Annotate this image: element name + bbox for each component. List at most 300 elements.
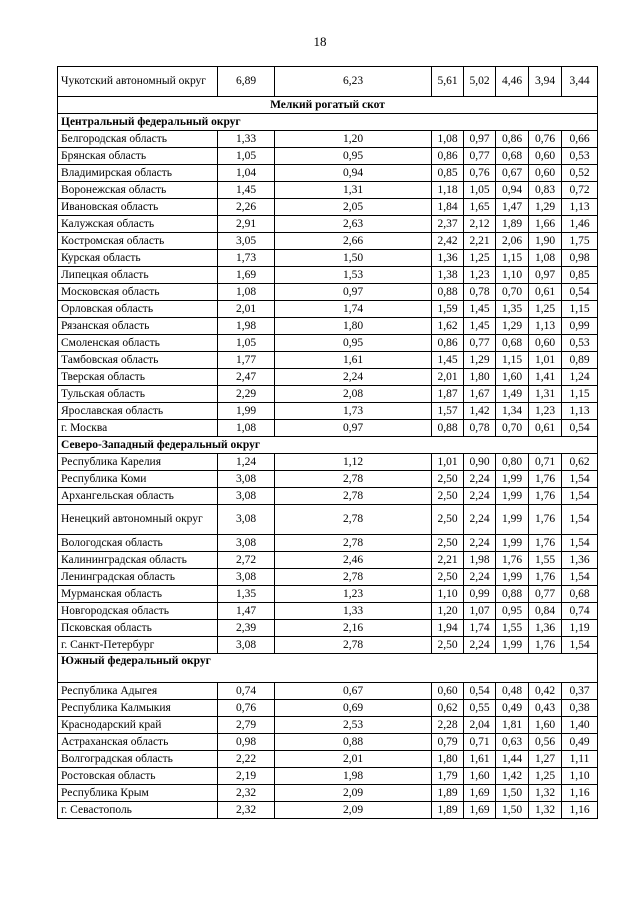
value-cell-6: 0,60 (529, 148, 562, 165)
value-cell-7: 0,99 (562, 318, 598, 335)
value-cell-2: 1,33 (275, 603, 432, 620)
value-cell-5: 1,15 (496, 250, 529, 267)
value-cell-3: 1,79 (432, 768, 464, 785)
value-cell-4: 1,45 (464, 318, 496, 335)
region-name: г. Санкт-Петербург (58, 637, 218, 654)
value-cell-7: 1,36 (562, 552, 598, 569)
value-cell-5: 1,29 (496, 318, 529, 335)
value-cell-2: 2,78 (275, 637, 432, 654)
value-cell-5: 0,68 (496, 148, 529, 165)
region-name: Смоленская область (58, 335, 218, 352)
region-name: Астраханская область (58, 734, 218, 751)
region-name: Московская область (58, 284, 218, 301)
table-row (58, 535, 598, 552)
value-cell-4: 1,74 (464, 620, 496, 637)
value-cell-4: 1,45 (464, 301, 496, 318)
table-row (58, 284, 598, 301)
value-cell-6: 1,76 (529, 471, 562, 488)
table-row (58, 301, 598, 318)
section-header (58, 97, 598, 114)
value-cell-3: 2,42 (432, 233, 464, 250)
region-name: Калининградская область (58, 552, 218, 569)
value-cell-1: 1,24 (218, 454, 275, 471)
value-cell-4: 1,65 (464, 199, 496, 216)
district-header-title: Южный федеральный округ (58, 654, 598, 683)
value-cell-6: 3,94 (529, 67, 562, 97)
value-cell-3: 0,88 (432, 420, 464, 437)
value-cell-3: 1,89 (432, 802, 464, 819)
table-row (58, 505, 598, 535)
region-name: г. Севастополь (58, 802, 218, 819)
value-cell-4: 2,24 (464, 471, 496, 488)
value-cell-2: 2,05 (275, 199, 432, 216)
value-cell-3: 1,10 (432, 586, 464, 603)
table-row (58, 454, 598, 471)
value-cell-4: 2,24 (464, 535, 496, 552)
value-cell-6: 1,66 (529, 216, 562, 233)
value-cell-2: 2,24 (275, 369, 432, 386)
value-cell-2: 1,73 (275, 403, 432, 420)
value-cell-5: 1,76 (496, 552, 529, 569)
value-cell-2: 0,94 (275, 165, 432, 182)
value-cell-3: 0,88 (432, 284, 464, 301)
value-cell-3: 2,28 (432, 717, 464, 734)
value-cell-2: 0,88 (275, 734, 432, 751)
value-cell-6: 1,23 (529, 403, 562, 420)
value-cell-6: 1,41 (529, 369, 562, 386)
value-cell-3: 1,20 (432, 603, 464, 620)
value-cell-2: 0,97 (275, 420, 432, 437)
value-cell-7: 1,15 (562, 386, 598, 403)
table-row (58, 420, 598, 437)
table-row (58, 165, 598, 182)
value-cell-1: 1,05 (218, 148, 275, 165)
value-cell-1: 1,99 (218, 403, 275, 420)
value-cell-2: 1,31 (275, 182, 432, 199)
value-cell-1: 1,04 (218, 165, 275, 182)
region-name: Ненецкий автономный округ (58, 505, 218, 535)
value-cell-7: 1,54 (562, 488, 598, 505)
value-cell-2: 2,09 (275, 802, 432, 819)
value-cell-7: 1,54 (562, 569, 598, 586)
value-cell-5: 0,70 (496, 284, 529, 301)
district-header-title: Центральный федеральный округ (58, 114, 598, 131)
value-cell-6: 0,60 (529, 335, 562, 352)
region-name: Республика Коми (58, 471, 218, 488)
region-name: Республика Адыгея (58, 683, 218, 700)
value-cell-3: 2,50 (432, 505, 464, 535)
value-cell-3: 0,86 (432, 148, 464, 165)
value-cell-6: 1,13 (529, 318, 562, 335)
value-cell-5: 1,35 (496, 301, 529, 318)
value-cell-3: 1,94 (432, 620, 464, 637)
table-row (58, 199, 598, 216)
value-cell-1: 2,26 (218, 199, 275, 216)
value-cell-7: 0,66 (562, 131, 598, 148)
region-name: Архангельская область (58, 488, 218, 505)
value-cell-1: 0,76 (218, 700, 275, 717)
value-cell-5: 1,49 (496, 386, 529, 403)
value-cell-4: 2,24 (464, 569, 496, 586)
value-cell-4: 0,76 (464, 165, 496, 182)
value-cell-1: 3,08 (218, 488, 275, 505)
value-cell-1: 1,35 (218, 586, 275, 603)
value-cell-3: 1,84 (432, 199, 464, 216)
value-cell-2: 1,20 (275, 131, 432, 148)
value-cell-7: 0,54 (562, 284, 598, 301)
value-cell-2: 2,09 (275, 785, 432, 802)
region-name: Мурманская область (58, 586, 218, 603)
region-name: Тверская область (58, 369, 218, 386)
value-cell-1: 1,05 (218, 335, 275, 352)
value-cell-3: 1,01 (432, 454, 464, 471)
region-name: Калужская область (58, 216, 218, 233)
value-cell-6: 1,60 (529, 717, 562, 734)
table-row (58, 182, 598, 199)
value-cell-5: 0,70 (496, 420, 529, 437)
value-cell-4: 1,98 (464, 552, 496, 569)
value-cell-6: 1,76 (529, 637, 562, 654)
value-cell-3: 1,36 (432, 250, 464, 267)
value-cell-7: 1,13 (562, 199, 598, 216)
value-cell-2: 2,78 (275, 505, 432, 535)
value-cell-2: 2,08 (275, 386, 432, 403)
value-cell-7: 1,19 (562, 620, 598, 637)
value-cell-4: 0,77 (464, 148, 496, 165)
region-name: Липецкая область (58, 267, 218, 284)
value-cell-1: 1,77 (218, 352, 275, 369)
table-row (58, 250, 598, 267)
value-cell-7: 0,52 (562, 165, 598, 182)
value-cell-2: 2,46 (275, 552, 432, 569)
region-name: Белгородская область (58, 131, 218, 148)
table-row (58, 369, 598, 386)
value-cell-3: 1,80 (432, 751, 464, 768)
value-cell-1: 3,08 (218, 471, 275, 488)
value-cell-5: 1,99 (496, 569, 529, 586)
region-name: Владимирская область (58, 165, 218, 182)
value-cell-6: 1,76 (529, 505, 562, 535)
value-cell-7: 1,54 (562, 471, 598, 488)
value-cell-1: 2,79 (218, 717, 275, 734)
value-cell-7: 0,54 (562, 420, 598, 437)
value-cell-3: 5,61 (432, 67, 464, 97)
value-cell-5: 1,55 (496, 620, 529, 637)
value-cell-3: 0,85 (432, 165, 464, 182)
region-name: Ростовская область (58, 768, 218, 785)
region-name: Орловская область (58, 301, 218, 318)
value-cell-6: 0,43 (529, 700, 562, 717)
value-cell-7: 1,24 (562, 369, 598, 386)
district-header (58, 654, 598, 683)
value-cell-5: 1,99 (496, 535, 529, 552)
value-cell-5: 0,49 (496, 700, 529, 717)
value-cell-6: 1,08 (529, 250, 562, 267)
value-cell-1: 1,69 (218, 267, 275, 284)
value-cell-5: 1,47 (496, 199, 529, 216)
value-cell-6: 1,76 (529, 569, 562, 586)
value-cell-4: 1,25 (464, 250, 496, 267)
value-cell-2: 1,61 (275, 352, 432, 369)
region-name: Ярославская область (58, 403, 218, 420)
value-cell-1: 3,08 (218, 535, 275, 552)
value-cell-4: 1,69 (464, 802, 496, 819)
table-row (58, 471, 598, 488)
value-cell-3: 1,57 (432, 403, 464, 420)
value-cell-3: 1,62 (432, 318, 464, 335)
value-cell-1: 2,47 (218, 369, 275, 386)
value-cell-6: 1,27 (529, 751, 562, 768)
value-cell-5: 1,60 (496, 369, 529, 386)
value-cell-2: 0,69 (275, 700, 432, 717)
value-cell-7: 1,11 (562, 751, 598, 768)
value-cell-2: 0,67 (275, 683, 432, 700)
value-cell-7: 1,54 (562, 505, 598, 535)
value-cell-5: 1,50 (496, 785, 529, 802)
value-cell-5: 1,99 (496, 488, 529, 505)
value-cell-4: 1,07 (464, 603, 496, 620)
value-cell-2: 2,78 (275, 488, 432, 505)
region-name: Тамбовская область (58, 352, 218, 369)
value-cell-4: 1,42 (464, 403, 496, 420)
district-header (58, 114, 598, 131)
value-cell-2: 2,53 (275, 717, 432, 734)
region-name: Республика Калмыкия (58, 700, 218, 717)
value-cell-3: 2,50 (432, 471, 464, 488)
value-cell-6: 1,76 (529, 535, 562, 552)
value-cell-4: 0,78 (464, 284, 496, 301)
region-name: Рязанская область (58, 318, 218, 335)
table-row (58, 785, 598, 802)
value-cell-3: 1,38 (432, 267, 464, 284)
region-name: Костромская область (58, 233, 218, 250)
value-cell-7: 1,13 (562, 403, 598, 420)
value-cell-6: 1,55 (529, 552, 562, 569)
value-cell-5: 0,86 (496, 131, 529, 148)
value-cell-2: 1,53 (275, 267, 432, 284)
table-row (58, 318, 598, 335)
value-cell-5: 4,46 (496, 67, 529, 97)
value-cell-7: 0,85 (562, 267, 598, 284)
table-row (58, 335, 598, 352)
value-cell-7: 1,46 (562, 216, 598, 233)
value-cell-2: 2,63 (275, 216, 432, 233)
value-cell-1: 2,01 (218, 301, 275, 318)
value-cell-6: 0,76 (529, 131, 562, 148)
table-row (58, 552, 598, 569)
region-name: Новгородская область (58, 603, 218, 620)
value-cell-5: 1,34 (496, 403, 529, 420)
value-cell-3: 2,50 (432, 637, 464, 654)
region-name: Республика Карелия (58, 454, 218, 471)
value-cell-5: 1,99 (496, 471, 529, 488)
region-name: Курская область (58, 250, 218, 267)
value-cell-7: 0,38 (562, 700, 598, 717)
livestock-coefficient-table (57, 66, 598, 819)
value-cell-4: 2,04 (464, 717, 496, 734)
value-cell-6: 0,56 (529, 734, 562, 751)
value-cell-5: 0,95 (496, 603, 529, 620)
region-name: Воронежская область (58, 182, 218, 199)
table-row (58, 717, 598, 734)
value-cell-4: 0,99 (464, 586, 496, 603)
table-row (58, 734, 598, 751)
value-cell-5: 1,10 (496, 267, 529, 284)
table-row (58, 148, 598, 165)
value-cell-3: 1,18 (432, 182, 464, 199)
page-number: 18 (313, 34, 327, 49)
value-cell-2: 2,78 (275, 569, 432, 586)
table-row (58, 267, 598, 284)
value-cell-7: 1,16 (562, 802, 598, 819)
value-cell-4: 1,23 (464, 267, 496, 284)
value-cell-5: 2,06 (496, 233, 529, 250)
value-cell-1: 2,19 (218, 768, 275, 785)
value-cell-2: 2,78 (275, 471, 432, 488)
value-cell-5: 1,99 (496, 637, 529, 654)
value-cell-3: 1,89 (432, 785, 464, 802)
value-cell-1: 6,89 (218, 67, 275, 97)
value-cell-2: 2,16 (275, 620, 432, 637)
value-cell-1: 2,91 (218, 216, 275, 233)
table-row (58, 488, 598, 505)
value-cell-6: 0,83 (529, 182, 562, 199)
value-cell-4: 1,29 (464, 352, 496, 369)
value-cell-2: 2,78 (275, 535, 432, 552)
value-cell-6: 1,29 (529, 199, 562, 216)
value-cell-1: 3,05 (218, 233, 275, 250)
value-cell-6: 1,76 (529, 488, 562, 505)
value-cell-6: 1,90 (529, 233, 562, 250)
table-row (58, 700, 598, 717)
value-cell-4: 0,97 (464, 131, 496, 148)
value-cell-2: 0,97 (275, 284, 432, 301)
value-cell-2: 1,23 (275, 586, 432, 603)
value-cell-3: 0,86 (432, 335, 464, 352)
region-name: Псковская область (58, 620, 218, 637)
value-cell-7: 0,72 (562, 182, 598, 199)
value-cell-7: 0,74 (562, 603, 598, 620)
value-cell-4: 5,02 (464, 67, 496, 97)
table-body (58, 67, 598, 819)
value-cell-7: 0,68 (562, 586, 598, 603)
value-cell-4: 0,78 (464, 420, 496, 437)
value-cell-7: 1,16 (562, 785, 598, 802)
region-name: Ленинградская область (58, 569, 218, 586)
value-cell-7: 0,49 (562, 734, 598, 751)
value-cell-6: 1,31 (529, 386, 562, 403)
value-cell-6: 1,01 (529, 352, 562, 369)
value-cell-4: 1,69 (464, 785, 496, 802)
value-cell-1: 1,98 (218, 318, 275, 335)
value-cell-1: 3,08 (218, 505, 275, 535)
value-cell-3: 1,87 (432, 386, 464, 403)
table-row (58, 586, 598, 603)
value-cell-6: 1,36 (529, 620, 562, 637)
value-cell-4: 2,12 (464, 216, 496, 233)
value-cell-5: 0,94 (496, 182, 529, 199)
value-cell-1: 3,08 (218, 569, 275, 586)
value-cell-3: 2,50 (432, 569, 464, 586)
value-cell-2: 1,74 (275, 301, 432, 318)
table-row (58, 802, 598, 819)
value-cell-5: 1,15 (496, 352, 529, 369)
value-cell-4: 1,61 (464, 751, 496, 768)
table-row (58, 768, 598, 785)
region-name: Тульская область (58, 386, 218, 403)
value-cell-4: 1,60 (464, 768, 496, 785)
value-cell-7: 1,40 (562, 717, 598, 734)
value-cell-1: 1,45 (218, 182, 275, 199)
value-cell-4: 2,24 (464, 637, 496, 654)
value-cell-1: 0,74 (218, 683, 275, 700)
value-cell-2: 2,66 (275, 233, 432, 250)
region-name: Брянская область (58, 148, 218, 165)
region-name: Ивановская область (58, 199, 218, 216)
value-cell-3: 2,01 (432, 369, 464, 386)
value-cell-6: 0,61 (529, 420, 562, 437)
value-cell-1: 3,08 (218, 637, 275, 654)
value-cell-1: 2,39 (218, 620, 275, 637)
value-cell-5: 0,48 (496, 683, 529, 700)
value-cell-5: 0,68 (496, 335, 529, 352)
table-row (58, 603, 598, 620)
table-row (58, 569, 598, 586)
value-cell-6: 0,61 (529, 284, 562, 301)
value-cell-7: 1,75 (562, 233, 598, 250)
value-cell-1: 2,72 (218, 552, 275, 569)
value-cell-4: 2,24 (464, 505, 496, 535)
value-cell-7: 3,44 (562, 67, 598, 97)
value-cell-5: 0,67 (496, 165, 529, 182)
table-row (58, 637, 598, 654)
value-cell-5: 0,80 (496, 454, 529, 471)
table-row (58, 233, 598, 250)
table-row (58, 131, 598, 148)
value-cell-7: 0,89 (562, 352, 598, 369)
value-cell-2: 1,80 (275, 318, 432, 335)
value-cell-5: 1,50 (496, 802, 529, 819)
value-cell-5: 1,99 (496, 505, 529, 535)
value-cell-3: 2,50 (432, 535, 464, 552)
district-header-title: Северо-Западный федеральный округ (58, 437, 598, 454)
value-cell-6: 1,25 (529, 768, 562, 785)
value-cell-1: 1,33 (218, 131, 275, 148)
table-row (58, 620, 598, 637)
region-name: Республика Крым (58, 785, 218, 802)
region-name: Волгоградская область (58, 751, 218, 768)
value-cell-4: 1,80 (464, 369, 496, 386)
value-cell-1: 2,32 (218, 785, 275, 802)
value-cell-3: 1,59 (432, 301, 464, 318)
value-cell-6: 1,25 (529, 301, 562, 318)
value-cell-6: 0,60 (529, 165, 562, 182)
table-row (58, 751, 598, 768)
value-cell-3: 2,37 (432, 216, 464, 233)
value-cell-1: 1,73 (218, 250, 275, 267)
value-cell-2: 0,95 (275, 148, 432, 165)
value-cell-5: 1,89 (496, 216, 529, 233)
table-row (58, 683, 598, 700)
value-cell-1: 1,08 (218, 284, 275, 301)
table-row-chukotka (58, 67, 598, 97)
value-cell-5: 1,81 (496, 717, 529, 734)
region-name: г. Москва (58, 420, 218, 437)
value-cell-5: 1,44 (496, 751, 529, 768)
value-cell-1: 2,29 (218, 386, 275, 403)
value-cell-7: 0,53 (562, 335, 598, 352)
table-row (58, 352, 598, 369)
